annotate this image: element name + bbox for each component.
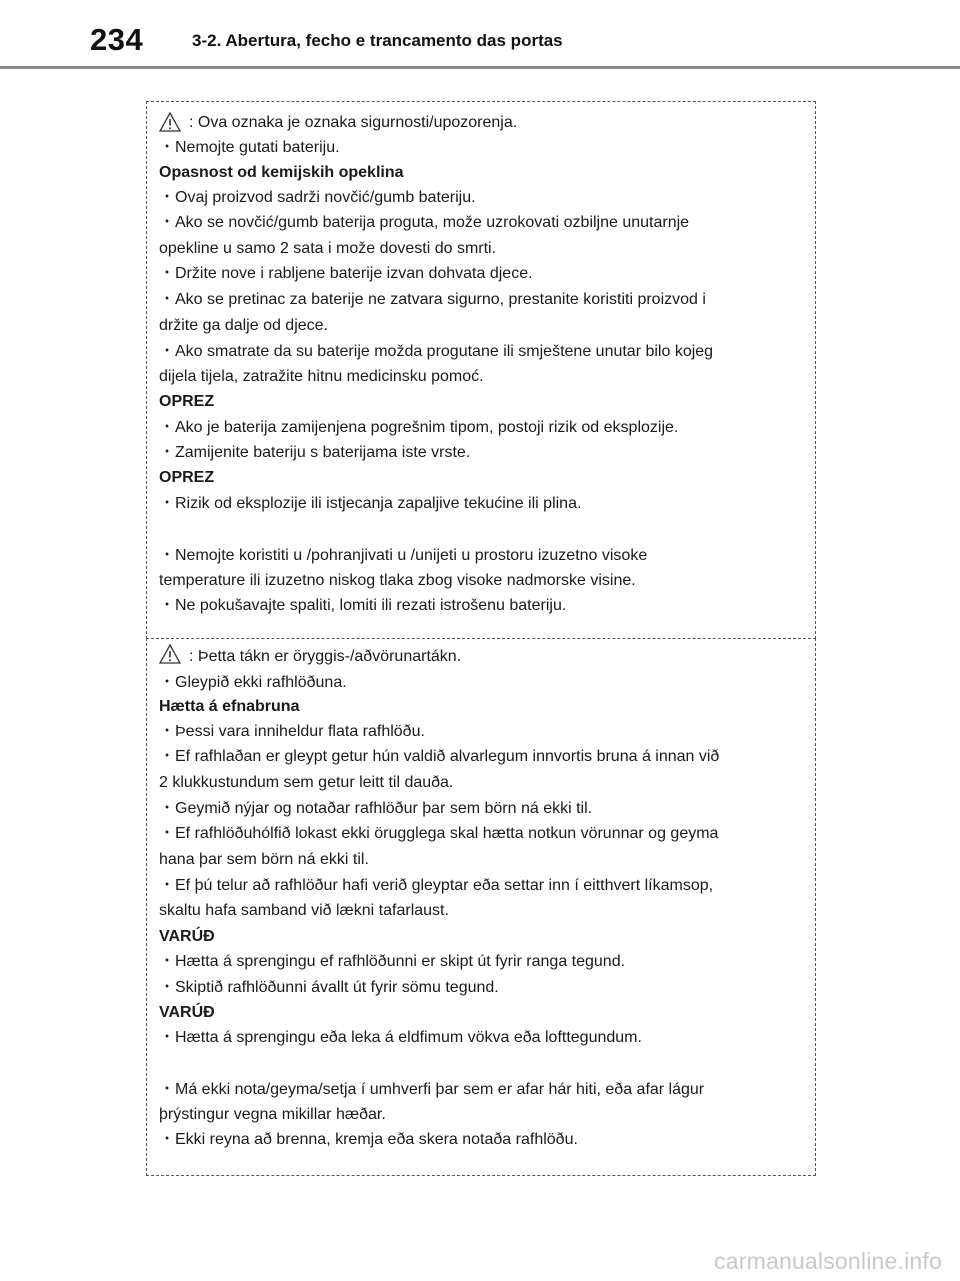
header-divider xyxy=(0,66,960,69)
bullet-text: ・Ne pokušavajte spaliti, lomiti ili rezati istrošenu bateriju. xyxy=(159,597,567,614)
bullet-text: ・Hætta á sprengingu ef rafhlöðunni er skipt út fyrir ranga tegund. xyxy=(159,953,626,970)
warning-triangle-icon xyxy=(159,112,181,132)
bullet-text-continued: þrýstingur vegna mikillar hæðar. xyxy=(159,1106,386,1123)
bullet-text-continued: skaltu hafa samband við lækni tafarlaust. xyxy=(159,902,449,919)
page-number: 234 xyxy=(90,22,144,57)
watermark: carmanualsonline.info xyxy=(714,1248,942,1274)
section-heading: OPREZ xyxy=(159,393,215,410)
bullet-text: ・Ako se novčić/gumb baterija proguta, može uzrokovati ozbiljne unutarnje xyxy=(159,214,690,231)
warning-symbol-caption: : Þetta tákn er öryggis-/aðvörunartákn. xyxy=(189,648,462,665)
bullet-text: ・Ekki reyna að brenna, kremja eða skera notaða rafhlöðu. xyxy=(159,1131,578,1148)
warning-box-croatian xyxy=(146,101,816,639)
bullet-text-continued: 2 klukkustundum sem getur leitt til dauða. xyxy=(159,774,454,791)
bullet-text: ・Má ekki nota/geyma/setja í umhverfi þar sem er afar hár hiti, eða afar lágur xyxy=(159,1081,705,1098)
bullet-text-continued: hana þar sem börn ná ekki til. xyxy=(159,851,369,868)
section-heading: OPREZ xyxy=(159,469,215,486)
section-heading: VARÚÐ xyxy=(159,928,215,945)
bullet-text-continued: opekline u samo 2 sata i može dovesti do smrti. xyxy=(159,240,497,257)
bullet-text: ・Skiptið rafhlöðunni ávallt út fyrir sömu tegund. xyxy=(159,979,499,996)
bullet-text: ・Ako smatrate da su baterije možda progutane ili smještene unutar bilo kojeg xyxy=(159,343,714,360)
chapter-title: 3-2. Abertura, fecho e trancamento das portas xyxy=(192,31,563,50)
section-heading: VARÚÐ xyxy=(159,1004,215,1021)
bullet-text: ・Držite nove i rabljene baterije izvan dohvata djece. xyxy=(159,265,533,282)
warning-triangle-icon xyxy=(159,644,181,664)
bullet-text-continued: dijela tijela, zatražite hitnu medicinsku pomoć. xyxy=(159,368,484,385)
bullet-text: ・Nemojte koristiti u /pohranjivati u /unijeti u prostoru izuzetno visoke xyxy=(159,547,648,564)
bullet-text: ・Ako je baterija zamijenjena pogrešnim tipom, postoji rizik od eksplozije. xyxy=(159,419,679,436)
bullet-text: ・Þessi vara inniheldur flata rafhlöðu. xyxy=(159,723,425,740)
warning-symbol-caption: : Ova oznaka je oznaka sigurnosti/upozorenja. xyxy=(189,114,518,131)
section-heading: Opasnost od kemijskih opeklina xyxy=(159,164,404,181)
warning-box-icelandic xyxy=(146,638,816,1176)
bullet-text: ・Ovaj proizvod sadrži novčić/gumb bateriju. xyxy=(159,189,476,206)
bullet-text: ・Rizik od eksplozije ili istjecanja zapaljive tekućine ili plina. xyxy=(159,495,582,512)
bullet-text-continued: temperature ili izuzetno niskog tlaka zbog visoke nadmorske visine. xyxy=(159,572,636,589)
bullet-text: ・Ef þú telur að rafhlöður hafi verið gleyptar eða settar inn í eitthvert líkamsop, xyxy=(159,877,714,894)
bullet-text: ・Ef rafhlöðuhólfið lokast ekki örugglega skal hætta notkun vörunnar og geyma xyxy=(159,825,719,842)
bullet-text: ・Zamijenite bateriju s baterijama iste vrste. xyxy=(159,444,471,461)
bullet-text: ・Ef rafhlaðan er gleypt getur hún valdið alvarlegum innvortis bruna á innan við xyxy=(159,748,720,765)
bullet-text: ・Ako se pretinac za baterije ne zatvara sigurno, prestanite koristiti proizvod i xyxy=(159,291,706,308)
page-header xyxy=(0,0,960,72)
section-heading: Hætta á efnabruna xyxy=(159,698,300,715)
bullet-text-continued: držite ga dalje od djece. xyxy=(159,317,328,334)
bullet-text: ・Gleypið ekki rafhlöðuna. xyxy=(159,674,347,691)
bullet-text: ・Hætta á sprengingu eða leka á eldfimum vökva eða lofttegundum. xyxy=(159,1029,642,1046)
bullet-text: ・Nemojte gutati bateriju. xyxy=(159,139,340,156)
bullet-text: ・Geymið nýjar og notaðar rafhlöður þar sem börn ná ekki til. xyxy=(159,800,593,817)
